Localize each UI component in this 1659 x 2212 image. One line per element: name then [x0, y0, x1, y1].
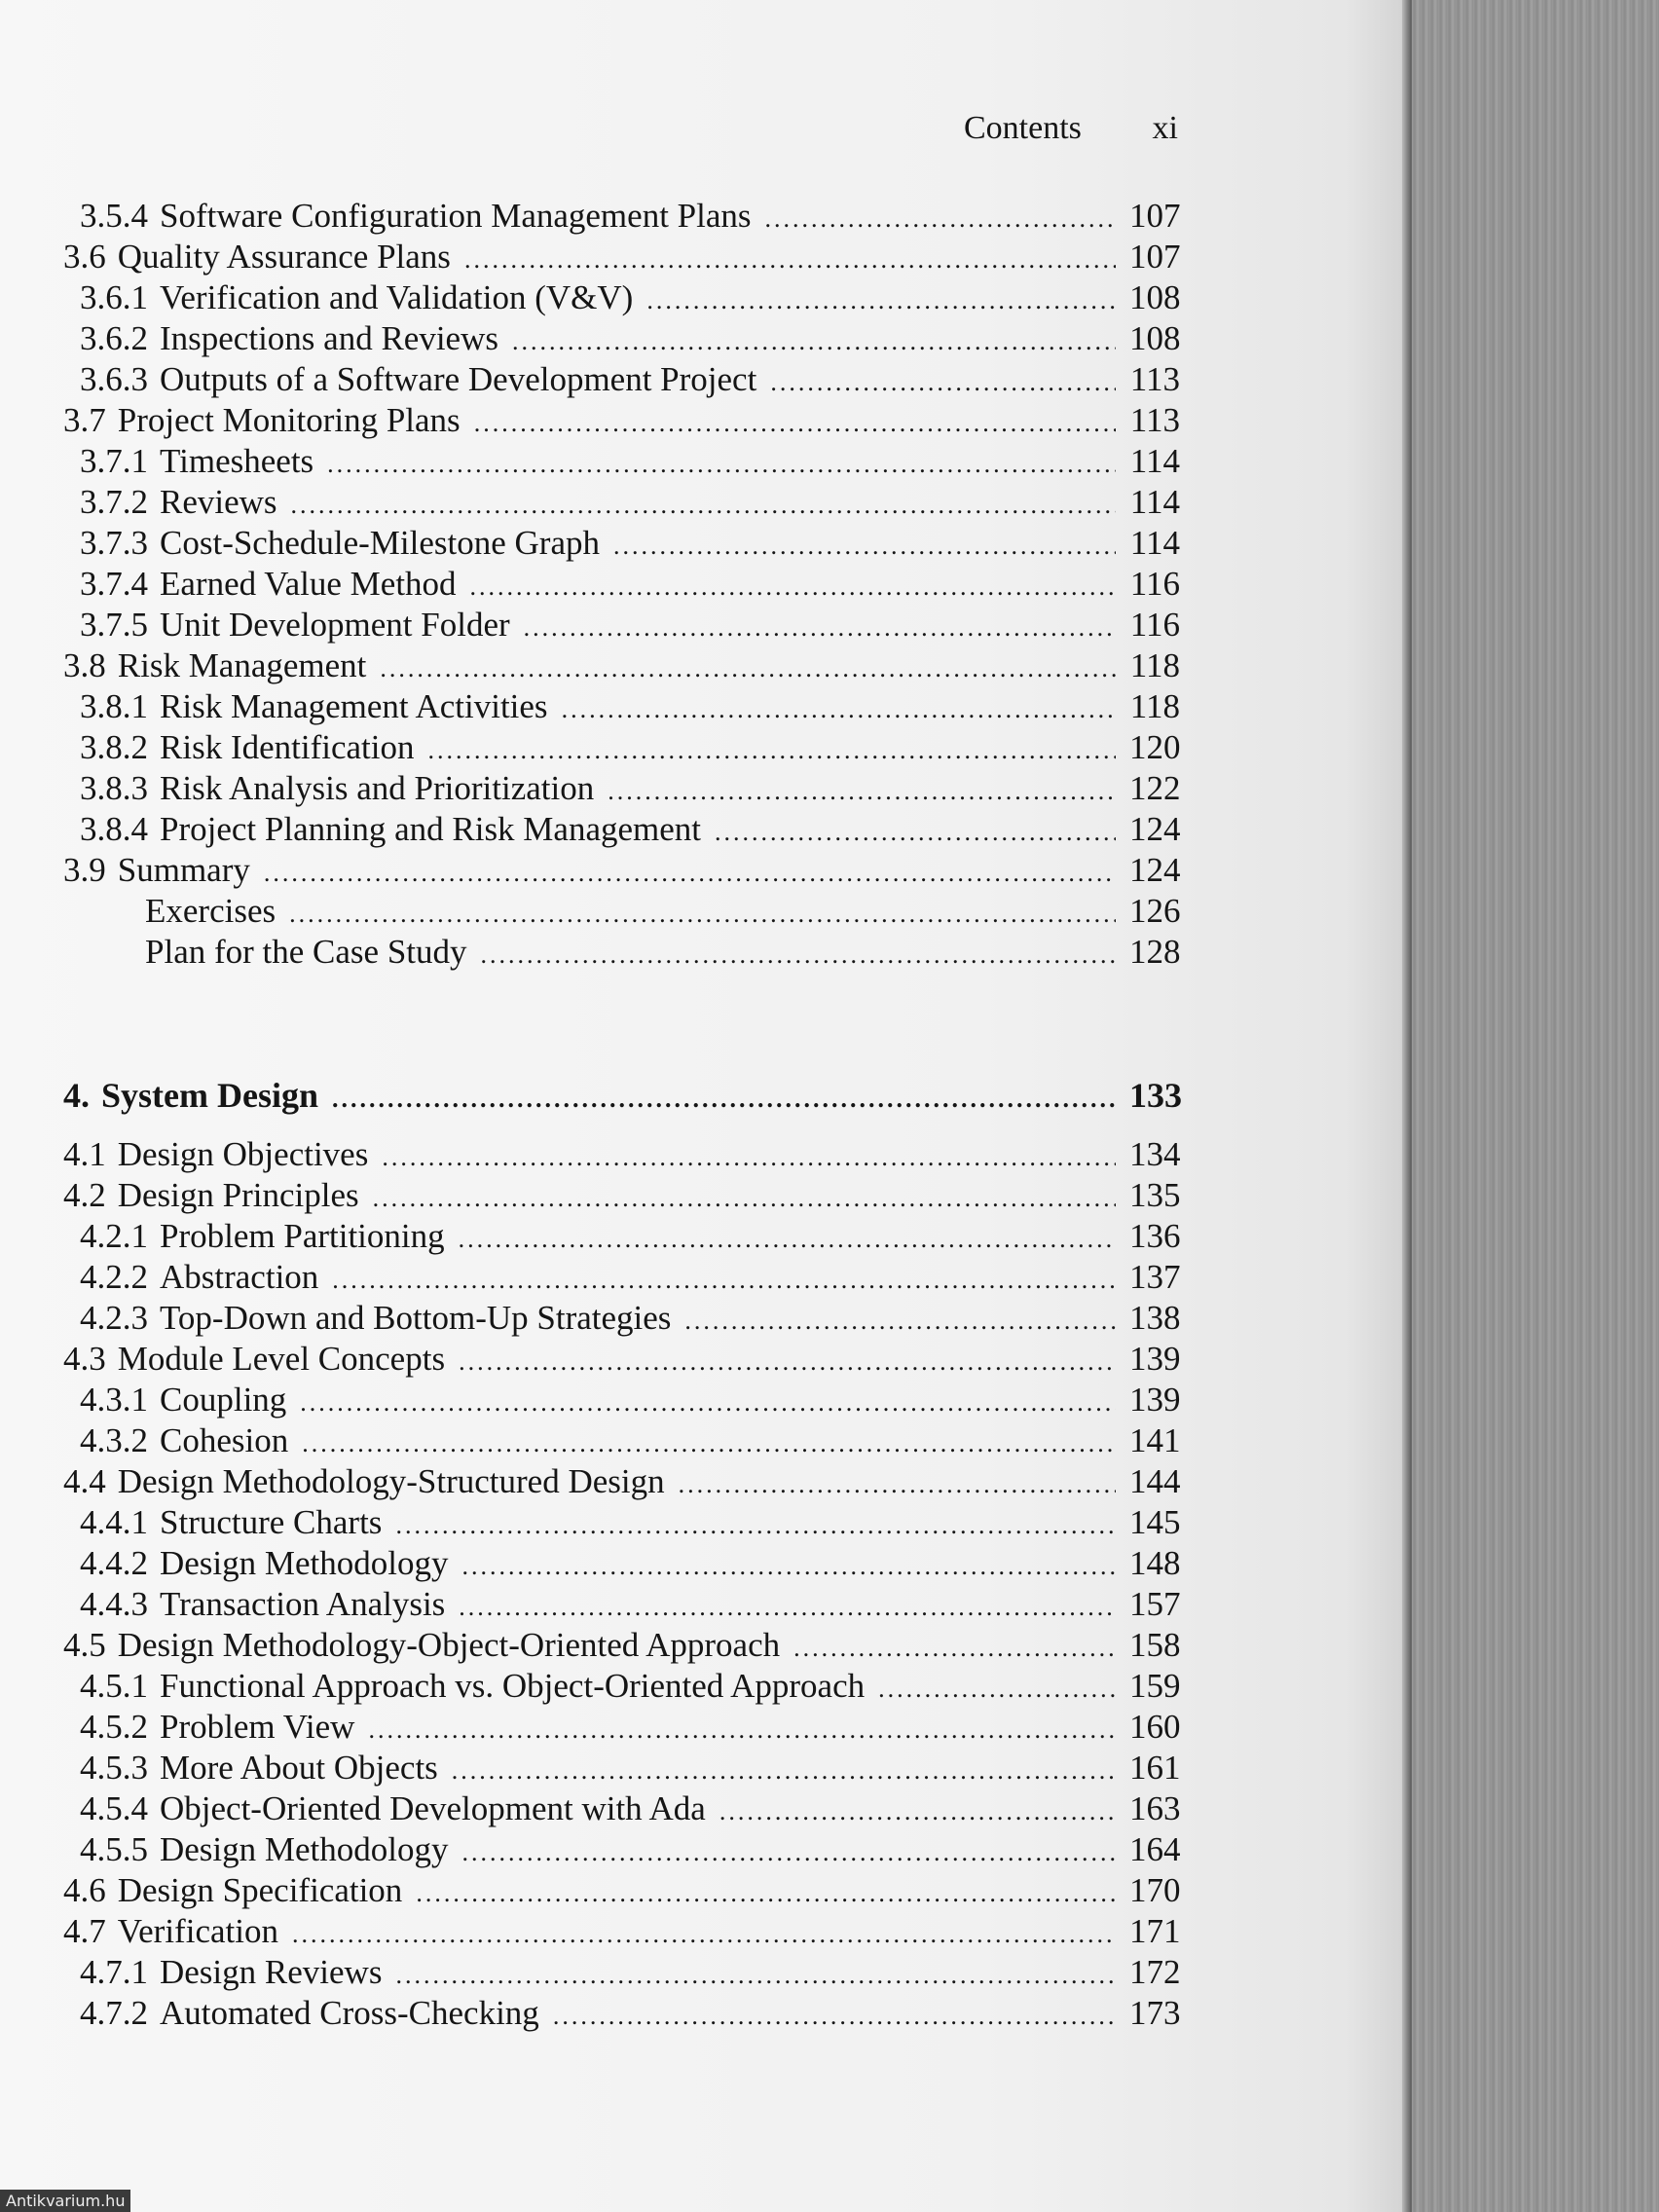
toc-entry-number: 3.7.3	[80, 524, 148, 562]
dot-leader	[719, 1797, 1116, 1826]
toc-entry-text: Design Objectives	[117, 1135, 369, 1173]
toc-entry-page: 161	[1129, 1749, 1181, 1787]
dot-leader	[395, 1961, 1116, 1990]
toc-entry-title	[80, 1299, 671, 1338]
dot-leader	[395, 1511, 1116, 1540]
toc-entry-number: 3.8.3	[80, 769, 148, 807]
toc-entry-text: Design Methodology	[160, 1544, 449, 1582]
dot-leader	[373, 1184, 1116, 1213]
toc-entry	[80, 1585, 1180, 1624]
toc-entry	[80, 360, 1180, 399]
toc-entry-title	[80, 1994, 539, 2033]
toc-entry-title	[80, 278, 633, 317]
toc-entry-page: 137	[1129, 1258, 1181, 1296]
toc-entry-title	[80, 1789, 706, 1828]
dot-leader	[464, 245, 1116, 275]
toc-entry-number: 3.6.3	[80, 360, 148, 398]
toc-entry-page: 113	[1129, 401, 1180, 439]
toc-entry	[80, 1299, 1180, 1338]
toc-entry-title	[63, 851, 250, 890]
toc-entry-number: 3.8.1	[80, 687, 148, 725]
toc-entry-text: Earned Value Method	[160, 565, 457, 603]
toc-entry-page: 118	[1129, 687, 1180, 725]
toc-entry-title	[80, 1953, 382, 1992]
toc-entry-page: 120	[1129, 728, 1181, 766]
toc-entry-page: 159	[1129, 1667, 1181, 1705]
toc-entry	[80, 1217, 1180, 1256]
toc-entry-number: 4.5.4	[80, 1789, 148, 1827]
toc-entry-text: Plan for the Case Study	[145, 933, 467, 971]
toc-entry-title	[80, 442, 313, 481]
toc-entry-text: Exercises	[145, 892, 276, 930]
toc-entry-text: Design Principles	[117, 1176, 359, 1214]
toc-entry-title	[80, 1749, 438, 1788]
dot-leader	[462, 1838, 1116, 1867]
page-edge	[1402, 0, 1412, 2212]
toc-entry-text: Cost-Schedule-Milestone Graph	[160, 524, 600, 562]
toc-entry-number: 3.5.4	[80, 197, 148, 235]
toc-entry-page: 126	[1129, 892, 1181, 930]
toc-entry-title	[145, 892, 276, 931]
toc-entry-number: 4.4	[63, 1462, 106, 1500]
toc-entry-title	[80, 197, 752, 236]
toc-entry-text: Structure Charts	[160, 1503, 383, 1541]
toc-entry-text: Risk Management	[117, 646, 367, 684]
dot-leader	[300, 1388, 1116, 1418]
dot-leader	[452, 1756, 1116, 1786]
toc-entry-text: Automated Cross-Checking	[160, 1994, 539, 2032]
toc-entry-page: 145	[1129, 1503, 1181, 1541]
toc-entry-page: 114	[1129, 442, 1180, 480]
dot-leader	[553, 2002, 1116, 2031]
dot-leader	[459, 1225, 1116, 1254]
toc-entry	[80, 319, 1180, 358]
toc-entry-page: 116	[1129, 606, 1180, 644]
toc-entry	[80, 1830, 1180, 1869]
toc-entry-page: 114	[1129, 524, 1180, 562]
toc-entry	[80, 728, 1180, 767]
dot-leader	[793, 1634, 1116, 1663]
toc-entry	[80, 1503, 1180, 1542]
toc-entry	[80, 565, 1180, 604]
toc-entry-title	[63, 646, 366, 685]
dot-leader	[679, 1470, 1116, 1499]
toc-entry-number: 4.4.2	[80, 1544, 148, 1582]
toc-entry-number: 4.2	[63, 1176, 106, 1214]
toc-entry-title	[80, 1830, 449, 1869]
toc-entry-number: 3.7.4	[80, 565, 148, 603]
toc-entry-title	[145, 933, 467, 972]
toc-entry-text: Module Level Concepts	[117, 1340, 446, 1378]
toc-entry-title	[80, 1258, 318, 1297]
toc-entry	[80, 1994, 1180, 2033]
dot-leader	[470, 572, 1116, 602]
toc-entry-page: 163	[1129, 1789, 1181, 1827]
dot-leader	[770, 368, 1116, 397]
toc-entry-text: Transaction Analysis	[160, 1585, 446, 1623]
toc-entry-text: Design Methodology	[160, 1830, 449, 1868]
toc-entry-number: 4.7.1	[80, 1953, 148, 1991]
toc-entry-title	[63, 1176, 359, 1215]
toc-entry-text: Coupling	[160, 1381, 287, 1419]
toc-entry-title	[80, 483, 277, 522]
toc-entry-page: 116	[1129, 565, 1180, 603]
toc-entry-title	[80, 769, 594, 808]
toc-entry-title	[80, 319, 498, 358]
toc-entry-text: Design Methodology-Structured Design	[117, 1462, 665, 1500]
toc-entry	[80, 1667, 1180, 1706]
toc-entry-text: Problem View	[160, 1708, 355, 1746]
toc-entry	[145, 933, 1180, 972]
toc-entry	[63, 1135, 1180, 1174]
dot-leader	[332, 1266, 1116, 1295]
toc-entry-number: 3.7.5	[80, 606, 148, 644]
toc-entry-number: 4.5	[63, 1626, 106, 1664]
toc-entry-title	[63, 1135, 368, 1174]
toc-chapter-entry	[63, 1075, 1180, 1114]
toc-entry-title	[80, 1667, 865, 1706]
toc-entry-text: System Design	[101, 1076, 318, 1115]
dot-leader	[715, 818, 1116, 847]
toc-entry-page: 107	[1129, 238, 1181, 276]
dot-leader	[613, 532, 1116, 561]
toc-entry-page: 107	[1129, 197, 1181, 235]
toc-entry-number: 4.	[63, 1076, 90, 1115]
toc-entry-text: More About Objects	[160, 1749, 438, 1787]
toc-entry	[63, 1462, 1180, 1501]
dot-leader	[327, 450, 1116, 479]
toc-entry-title	[80, 524, 600, 563]
toc-entry	[80, 524, 1180, 563]
dot-leader	[474, 409, 1116, 438]
toc-entry-text: Unit Development Folder	[160, 606, 510, 644]
toc-entry-page: 118	[1129, 646, 1180, 684]
toc-entry-text: Risk Identification	[160, 728, 415, 766]
toc-entry-number: 3.9	[63, 851, 106, 889]
toc-entry-page: 157	[1129, 1585, 1181, 1623]
toc-entry-text: Top-Down and Bottom-Up Strategies	[160, 1299, 672, 1337]
toc-entry-page: 170	[1129, 1871, 1181, 1909]
toc-entry-text: Summary	[117, 851, 250, 889]
toc-entry-title	[80, 606, 510, 645]
toc-entry-number: 4.7	[63, 1912, 106, 1950]
toc-entry	[80, 1708, 1180, 1747]
dot-leader	[459, 1347, 1116, 1377]
toc-entry-text: Outputs of a Software Development Project	[160, 360, 757, 398]
toc-entry-number: 4.2.2	[80, 1258, 148, 1296]
dot-leader	[512, 327, 1116, 356]
toc-entry-page: 113	[1129, 360, 1180, 398]
toc-entry-page: 139	[1129, 1381, 1181, 1419]
toc-entry-number: 4.3	[63, 1340, 106, 1378]
dot-leader	[765, 204, 1116, 234]
toc-entry-text: Design Methodology-Object-Oriented Approach	[117, 1626, 781, 1664]
toc-entry-number: 3.6.1	[80, 278, 148, 316]
watermark: Antikvarium.hu	[0, 2190, 130, 2212]
dot-leader	[368, 1715, 1116, 1745]
toc-entry-title	[80, 728, 414, 767]
toc-entry	[80, 483, 1180, 522]
toc-entry-text: Risk Analysis and Prioritization	[160, 769, 595, 807]
toc-entry-page: 136	[1129, 1217, 1181, 1255]
toc-entry	[80, 810, 1180, 849]
toc-entry	[63, 238, 1180, 276]
toc-entry-number: 4.3.1	[80, 1381, 148, 1419]
toc-entry	[80, 687, 1180, 726]
toc-entry-number: 4.4.1	[80, 1503, 148, 1541]
toc-entry	[63, 646, 1180, 685]
toc-entry-text: Risk Management Activities	[160, 687, 548, 725]
dot-leader	[646, 286, 1116, 315]
toc-entry-page: 133	[1129, 1076, 1182, 1115]
toc-entry-text: Timesheets	[160, 442, 314, 480]
toc-entry-page: 108	[1129, 319, 1181, 357]
toc-entry-number: 4.5.1	[80, 1667, 148, 1705]
toc-entry-number: 4.4.3	[80, 1585, 148, 1623]
toc-entry	[63, 1912, 1180, 1951]
toc-entry-text: Inspections and Reviews	[160, 319, 498, 357]
toc-entry	[80, 1421, 1180, 1460]
toc-entry	[80, 1749, 1180, 1788]
toc-entry-text: Verification	[117, 1912, 278, 1950]
toc-entry-text: Verification and Validation (V&V)	[160, 278, 634, 316]
toc-entry	[63, 851, 1180, 890]
toc-entry-number: 3.8.2	[80, 728, 148, 766]
toc-entry-title	[80, 1708, 354, 1747]
dot-leader	[382, 1143, 1116, 1172]
toc-entry	[63, 1871, 1180, 1910]
toc-entry-text: Design Reviews	[160, 1953, 383, 1991]
toc-entry-number: 3.6.2	[80, 319, 148, 357]
dot-leader	[481, 940, 1116, 970]
toc-entry-text: Quality Assurance Plans	[117, 238, 451, 276]
toc-entry-page: 135	[1129, 1176, 1181, 1214]
toc-entry-title	[63, 1462, 665, 1501]
dot-leader	[608, 777, 1116, 806]
toc-entry-page: 141	[1129, 1421, 1181, 1459]
toc-entry-text: Project Planning and Risk Management	[160, 810, 702, 848]
toc-entry-page: 160	[1129, 1708, 1181, 1746]
toc-entry-number: 4.5.3	[80, 1749, 148, 1787]
toc-entry	[63, 1626, 1180, 1665]
toc-entry-page: 108	[1129, 278, 1181, 316]
toc-entry-title	[63, 1075, 318, 1116]
book-block-background	[1412, 0, 1659, 2212]
toc-entry-page: 134	[1129, 1135, 1181, 1173]
toc-entry-number: 4.5.2	[80, 1708, 148, 1746]
toc-entry-number: 3.7	[63, 401, 106, 439]
page-number-roman: xi	[1152, 110, 1178, 146]
dot-leader	[291, 491, 1116, 520]
toc-entry-title	[63, 401, 461, 440]
toc-entry-title	[80, 1585, 445, 1624]
toc-entry-title	[80, 1381, 286, 1419]
toc-entry-page: 171	[1129, 1912, 1181, 1950]
toc-entry	[63, 401, 1180, 440]
dot-leader	[878, 1675, 1116, 1704]
toc-entry-number: 4.2.3	[80, 1299, 148, 1337]
toc-entry-number: 3.7.2	[80, 483, 148, 521]
toc-entry	[145, 892, 1180, 931]
dot-leader	[264, 859, 1116, 888]
toc-entry	[63, 1176, 1180, 1215]
toc-entry-number: 3.8	[63, 646, 106, 684]
toc-entry-title	[80, 1503, 382, 1542]
toc-entry-number: 4.2.1	[80, 1217, 148, 1255]
toc-entry-text: Design Specification	[117, 1871, 403, 1909]
dot-leader	[332, 1085, 1116, 1114]
toc-entry-title	[80, 1217, 445, 1256]
toc-entry-title	[63, 1912, 278, 1951]
toc-entry-number: 4.6	[63, 1871, 106, 1909]
dot-leader	[302, 1429, 1116, 1458]
toc-entry	[80, 1544, 1180, 1583]
toc-entry-page: 173	[1129, 1994, 1181, 2032]
toc-entry-text: Object-Oriented Development with Ada	[160, 1789, 706, 1827]
toc-entry-page: 164	[1129, 1830, 1181, 1868]
toc-entry-title	[80, 1544, 449, 1583]
toc-entry-page: 124	[1129, 810, 1181, 848]
dot-leader	[524, 613, 1116, 643]
toc-entry	[80, 1789, 1180, 1828]
toc-entry-text: Functional Approach vs. Object-Oriented Approach	[160, 1667, 866, 1705]
running-head-label: Contents	[964, 110, 1082, 146]
toc-entry-text: Software Configuration Management Plans	[160, 197, 752, 235]
toc-entry-title	[80, 1421, 288, 1460]
dot-leader	[292, 1920, 1116, 1949]
toc-entry	[63, 1340, 1180, 1379]
toc-entry-title	[63, 1340, 445, 1379]
toc-entry-title	[63, 1626, 780, 1665]
toc-entry-text: Project Monitoring Plans	[117, 401, 461, 439]
toc-entry-page: 158	[1129, 1626, 1181, 1664]
toc-entry-title	[80, 810, 701, 849]
dot-leader	[380, 654, 1116, 683]
toc-entry	[80, 442, 1180, 481]
toc-entry-page: 138	[1129, 1299, 1181, 1337]
toc-entry-number: 3.6	[63, 238, 106, 276]
toc-entry-title	[80, 360, 756, 399]
toc-entry-number: 4.5.5	[80, 1830, 148, 1868]
toc-entry-title	[63, 1871, 402, 1910]
toc-entry-number: 3.8.4	[80, 810, 148, 848]
dot-leader	[459, 1593, 1116, 1622]
toc-entry-title	[80, 687, 548, 726]
toc-entry-text: Cohesion	[160, 1421, 289, 1459]
toc-entry-page: 144	[1129, 1462, 1181, 1500]
dot-leader	[462, 1552, 1116, 1581]
toc-entry	[80, 769, 1180, 808]
toc-entry-page: 114	[1129, 483, 1180, 521]
dot-leader	[416, 1879, 1116, 1908]
toc-entry-page: 122	[1129, 769, 1181, 807]
toc-entry-number: 4.1	[63, 1135, 106, 1173]
dot-leader	[684, 1307, 1116, 1336]
toc-entry-title	[80, 565, 457, 604]
toc-entry	[80, 606, 1180, 645]
dot-leader	[289, 900, 1116, 929]
toc-entry	[80, 1953, 1180, 1992]
toc-entry-page: 139	[1129, 1340, 1181, 1378]
toc-entry-title	[63, 238, 451, 276]
toc-entry-text: Problem Partitioning	[160, 1217, 445, 1255]
toc-entry-text: Reviews	[160, 483, 277, 521]
toc-entry	[80, 1381, 1180, 1419]
toc-entry-text: Abstraction	[160, 1258, 319, 1296]
dot-leader	[427, 736, 1116, 765]
toc-entry	[80, 278, 1180, 317]
toc-entry	[80, 197, 1180, 236]
dot-leader	[562, 695, 1116, 724]
toc-entry-page: 148	[1129, 1544, 1181, 1582]
toc-entry-page: 124	[1129, 851, 1181, 889]
toc-entry-page: 172	[1129, 1953, 1181, 1991]
toc-entry-page: 128	[1129, 933, 1181, 971]
toc-entry	[80, 1258, 1180, 1297]
toc-entry-number: 3.7.1	[80, 442, 148, 480]
toc-entry-number: 4.3.2	[80, 1421, 148, 1459]
toc-entry-number: 4.7.2	[80, 1994, 148, 2032]
